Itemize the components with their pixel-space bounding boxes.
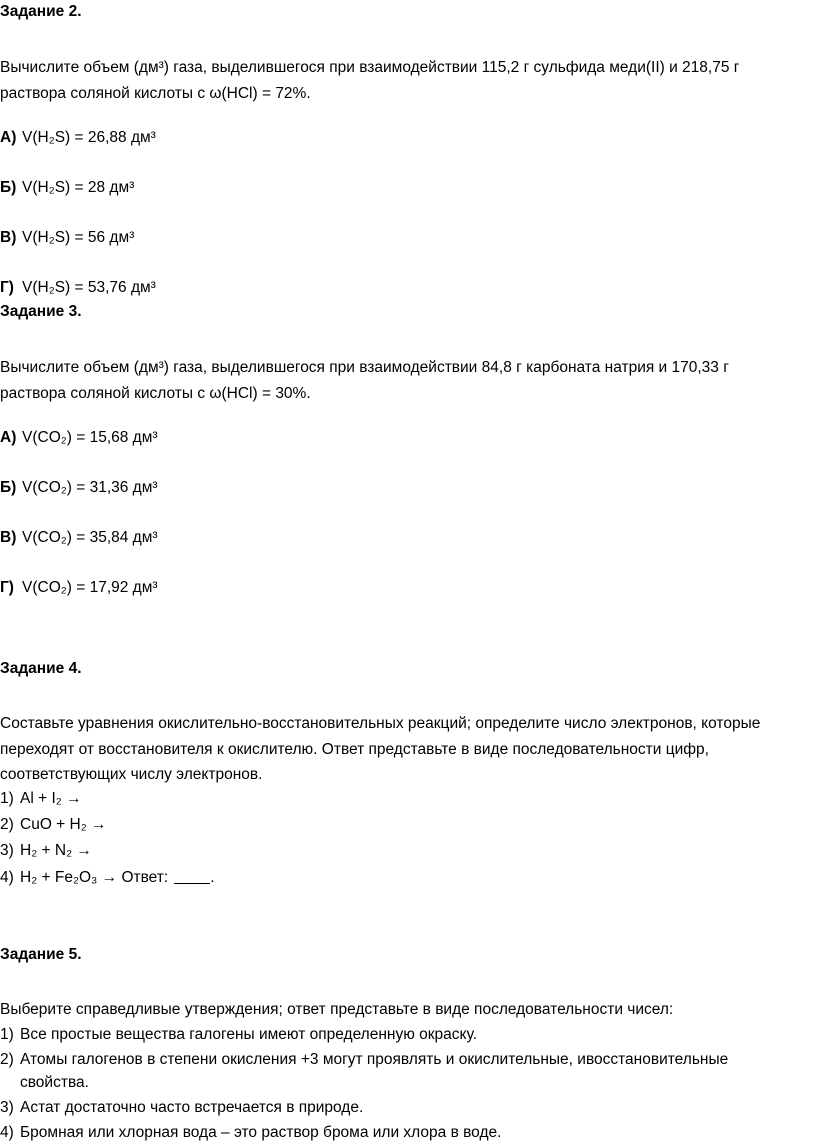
task3-option-a <box>0 428 158 448</box>
task2-option-d <box>0 278 156 298</box>
task4-item-3 <box>0 841 92 861</box>
task5-item-2-continued: свойства. <box>20 1074 89 1091</box>
task5-text-line1: Выберите справедливые утверждения; ответ представьте в виде последовательности чисел: <box>0 1001 674 1018</box>
task3-option-c <box>0 528 158 548</box>
task2-option-b <box>0 178 134 198</box>
item-number: 4) <box>0 869 14 886</box>
item-number: 3) <box>0 842 14 859</box>
task4-item-4 <box>0 868 215 888</box>
task2-option-c <box>0 228 134 248</box>
task4-text-line3: соответствующих числу электронов. <box>0 766 263 783</box>
option-letter: Г) <box>0 279 14 296</box>
option-text: V(H₂S) = 53,76 дм³ <box>22 279 156 296</box>
task4-item-1 <box>0 789 82 809</box>
task3-option-b <box>0 478 158 498</box>
task4-item-2 <box>0 815 107 835</box>
answer-end: . <box>210 869 215 886</box>
item-number: 4) <box>0 1124 14 1141</box>
task2-question-line1: Вычислите объем (дм³) газа, выделившегося при взаимодействии 115,2 г сульфида меди(II) и 218,75 г <box>0 59 740 76</box>
task4-text-line1: Составьте уравнения окислительно-восстановительных реакций; определите число электронов, которые <box>0 715 761 732</box>
item-text: CuO + H₂ → <box>20 816 107 833</box>
task2-question-line2: раствора соляной кислоты с ω(HCl) = 72%. <box>0 85 311 102</box>
task4-text-line2: переходят от восстановителя к окислителю. Ответ представьте в виде последовательности цифр, <box>0 741 709 758</box>
option-text: V(CO₂) = 15,68 дм³ <box>22 429 158 446</box>
task2-option-a <box>0 128 156 148</box>
option-letter: А) <box>0 429 17 446</box>
item-text: Бромная или хлорная вода – это раствор брома или хлора в воде. <box>20 1124 502 1141</box>
item-number: 1) <box>0 1026 14 1043</box>
item-text: Al + I₂ → <box>20 790 82 807</box>
option-letter: Г) <box>0 579 14 596</box>
item-number: 2) <box>0 816 14 833</box>
option-letter: А) <box>0 129 17 146</box>
item-number: 1) <box>0 790 14 807</box>
task5-heading: Задание 5. <box>0 946 82 963</box>
option-text: V(H₂S) = 28 дм³ <box>22 179 135 196</box>
task3-question-line1: Вычислите объем (дм³) газа, выделившегося при взаимодействии 84,8 г карбоната натрия и 170,33 г <box>0 359 729 376</box>
item-text: Астат достаточно часто встречается в природе. <box>20 1099 364 1116</box>
item-number: 2) <box>0 1051 14 1068</box>
task2-heading: Задание 2. <box>0 3 82 20</box>
item-number: 3) <box>0 1099 14 1116</box>
option-text: V(CO₂) = 35,84 дм³ <box>22 529 158 546</box>
task4-heading: Задание 4. <box>0 660 82 677</box>
task5-item-2 <box>0 1050 728 1070</box>
option-text: V(CO₂) = 31,36 дм³ <box>22 479 158 496</box>
item-text: H₂ + Fe₂O₃ → Ответ: <box>20 869 169 886</box>
option-letter: Б) <box>0 479 17 496</box>
option-text: V(H₂S) = 56 дм³ <box>22 229 135 246</box>
option-letter: В) <box>0 529 17 546</box>
option-text: V(CO₂) = 17,92 дм³ <box>22 579 158 596</box>
task3-option-d <box>0 578 158 598</box>
item-text: Атомы галогенов в степени окисления +3 могут проявлять и окислительные, ивосстановительные <box>20 1051 729 1068</box>
task3-question-line2: раствора соляной кислоты с ω(HCl) = 30%. <box>0 385 311 402</box>
task5-item-1 <box>0 1025 477 1045</box>
task5-item-3 <box>0 1098 363 1118</box>
item-text: Все простые вещества галогены имеют определенную окраску. <box>20 1026 478 1043</box>
option-text: V(H₂S) = 26,88 дм³ <box>22 129 156 146</box>
item-text: H₂ + N₂ → <box>20 842 92 859</box>
task3-heading: Задание 3. <box>0 303 82 320</box>
answer-blank[interactable] <box>174 869 210 884</box>
option-letter: Б) <box>0 179 17 196</box>
task5-item-4 <box>0 1123 501 1143</box>
option-letter: В) <box>0 229 17 246</box>
